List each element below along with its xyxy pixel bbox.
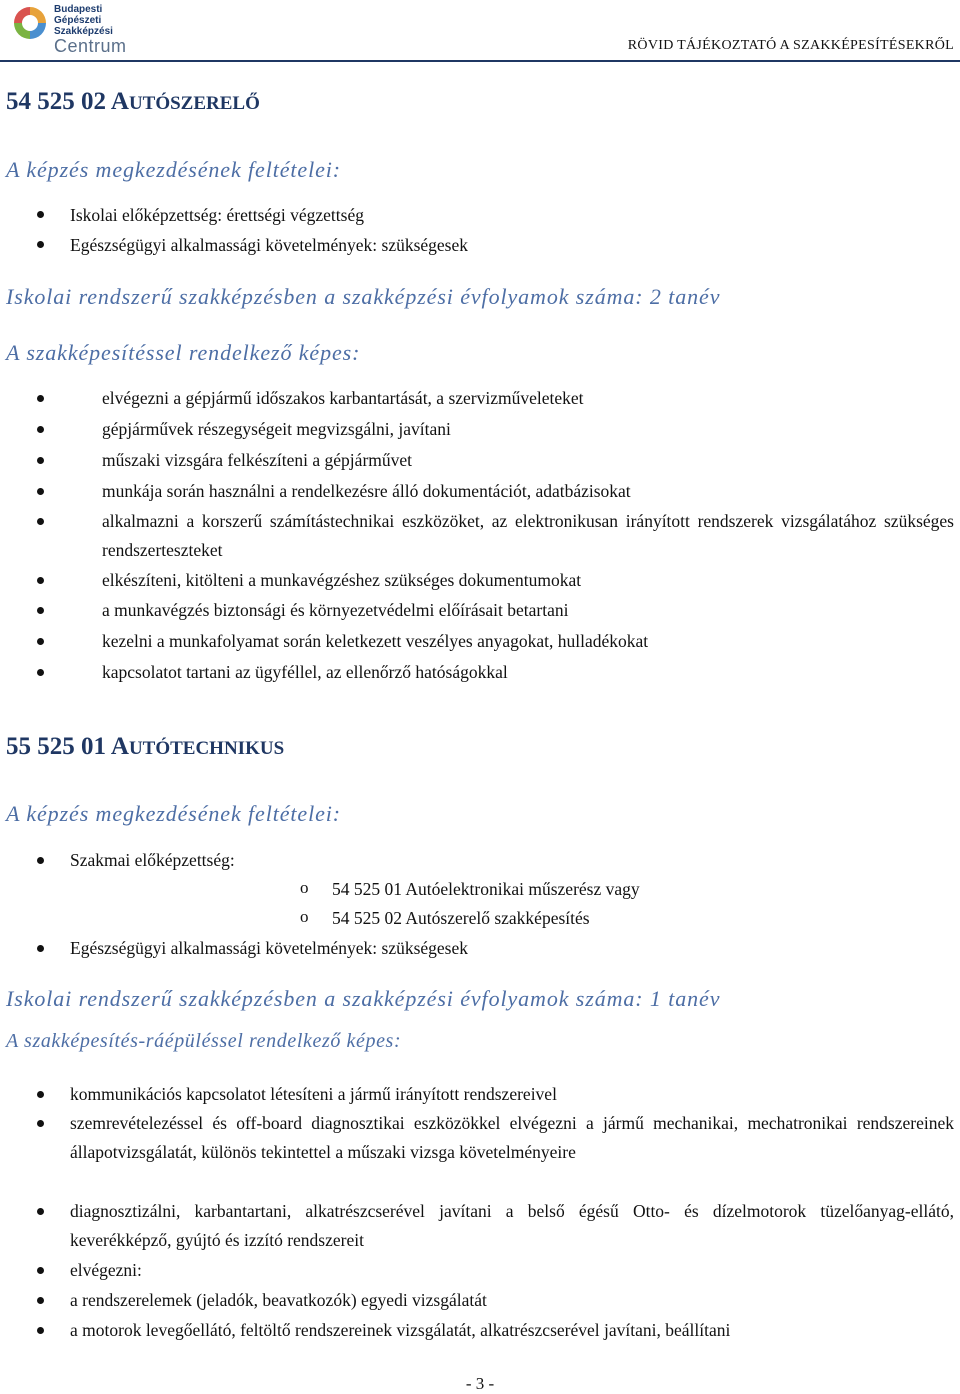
bullet-icon	[37, 638, 44, 645]
bullet-icon	[37, 1120, 44, 1127]
logo-line-3: Szakképzési	[54, 26, 113, 37]
bullet-icon	[37, 426, 44, 433]
bullet-icon	[37, 1327, 44, 1334]
skills-heading-1: A szakképesítéssel rendelkező képes:	[6, 340, 361, 365]
section-name-rest: UTÓTECHNIKUS	[128, 738, 285, 759]
bullet-icon	[37, 457, 44, 464]
logo-line-4	[54, 37, 127, 55]
skill-item: alkalmazni a korszerű számítástechnikai eszközöket, az elektronikusan irányított rendszerek vizsgálatához szükséges rendszerteszteket	[102, 511, 954, 560]
header-divider	[0, 60, 960, 62]
years-1: Iskolai rendszerű szakképzésben a szakképzési évfolyamok száma: 2 tanév	[6, 284, 721, 309]
document-title: RÖVID TÁJÉKOZTATÓ A SZAKKÉPESÍTÉSEKRŐL	[627, 38, 954, 53]
bullet-icon	[37, 1091, 44, 1098]
bullet-icon	[37, 518, 44, 525]
prereq-item: Iskolai előképzettség: érettségi végzettség	[70, 205, 364, 225]
skill-item: munkája során használni a rendelkezésre álló dokumentációt, adatbázisokat	[102, 481, 631, 501]
logo-line-4-text: entrum	[67, 36, 127, 56]
bullet-icon	[37, 241, 44, 248]
bullet-icon	[37, 669, 44, 676]
logo-line-1: Budapesti	[54, 4, 103, 15]
years-2: Iskolai rendszerű szakképzésben a szakképzési évfolyamok száma: 1 tanév	[6, 986, 721, 1011]
prereq-heading-2: A képzés megkezdésének feltételei:	[6, 801, 341, 826]
bullet-icon	[37, 395, 44, 402]
skill-item: a motorok levegőellátó, feltöltő rendszereinek vizsgálatát, alkatrészcserével javítani, beállítani	[70, 1320, 731, 1340]
bullet-icon	[37, 945, 44, 952]
section-name-initial: A	[110, 88, 129, 115]
logo-line-2: Gépészeti	[54, 15, 102, 26]
section-title-2	[6, 733, 284, 761]
section-code: 54 525 02	[6, 88, 111, 115]
skill-item: műszaki vizsgára felkészíteni a gépjárművet	[102, 450, 413, 470]
bullet-icon	[37, 1267, 44, 1274]
skill-item: diagnosztizálni, karbantartani, alkatrészcserével javítani a belső égésű Otto- és dízelmotorok tüzelőanyag-ellátó, keverékképző, gyújtó és izzító rendszereit	[70, 1201, 954, 1250]
circle-bullet-icon: o	[300, 907, 309, 926]
prereq-option: 54 525 02 Autószerelő szakképesítés	[332, 908, 590, 928]
prereq-item: Szakmai előképzettség:	[70, 850, 235, 870]
skill-item: a munkavégzés biztonsági és környezetvédelmi előírásait betartani	[102, 600, 569, 620]
skill-item: szemrevételezéssel és off-board diagnosztikai eszközökkel elvégezni a jármű mechanikai, mechatronikai rendszereinek állapotvizsgálatát, különös tekintettel a műszaki vizsga követelményeire	[70, 1113, 954, 1162]
logo-wordmark	[54, 4, 127, 55]
bullet-icon	[37, 1208, 44, 1215]
bullet-icon	[37, 211, 44, 218]
bullet-icon	[37, 488, 44, 495]
prereq-option: 54 525 01 Autóelektronikai műszerész vagy	[332, 879, 640, 899]
skill-item: a rendszerelemek (jeladók, beavatkozók) egyedi vizsgálatát	[70, 1290, 487, 1310]
section-name-initial: A	[110, 733, 129, 760]
skill-item: kezelni a munkafolyamat során keletkezett veszélyes anyagokat, hulladékokat	[102, 631, 649, 651]
prereq-heading-1: A képzés megkezdésének feltételei:	[6, 157, 341, 182]
bullet-icon	[37, 1297, 44, 1304]
skill-item: elkészíteni, kitölteni a munkavégzéshez szükséges dokumentumokat	[102, 570, 582, 590]
section-code: 55 525 01	[6, 733, 111, 760]
skill-item: gépjárművek részegységeit megvizsgálni, javítani	[102, 419, 451, 439]
skill-item: elvégezni a gépjármű időszakos karbantartását, a szervizműveleteket	[102, 388, 584, 408]
skill-item: elvégezni:	[70, 1260, 142, 1280]
page-number: - 3 -	[465, 1374, 495, 1393]
bullet-icon	[37, 577, 44, 584]
section-title-1	[6, 88, 260, 116]
section-name-rest: UTÓSZERELŐ	[128, 93, 260, 114]
bullet-icon	[37, 857, 44, 864]
skills-heading-2: A szakképesítés-ráépüléssel rendelkező képes:	[6, 1030, 402, 1052]
bullet-icon	[37, 607, 44, 614]
circle-bullet-icon: o	[300, 878, 309, 897]
logo-letter: C	[54, 36, 68, 56]
skill-item: kapcsolatot tartani az ügyféllel, az ellenőrző hatóságokkal	[102, 662, 508, 682]
prereq-item: Egészségügyi alkalmassági követelmények: szükségesek	[70, 938, 469, 958]
prereq-item: Egészségügyi alkalmassági követelmények: szükségesek	[70, 235, 469, 255]
logo-icon	[10, 3, 50, 43]
skill-item: kommunikációs kapcsolatot létesíteni a jármű irányított rendszereivel	[70, 1084, 557, 1104]
